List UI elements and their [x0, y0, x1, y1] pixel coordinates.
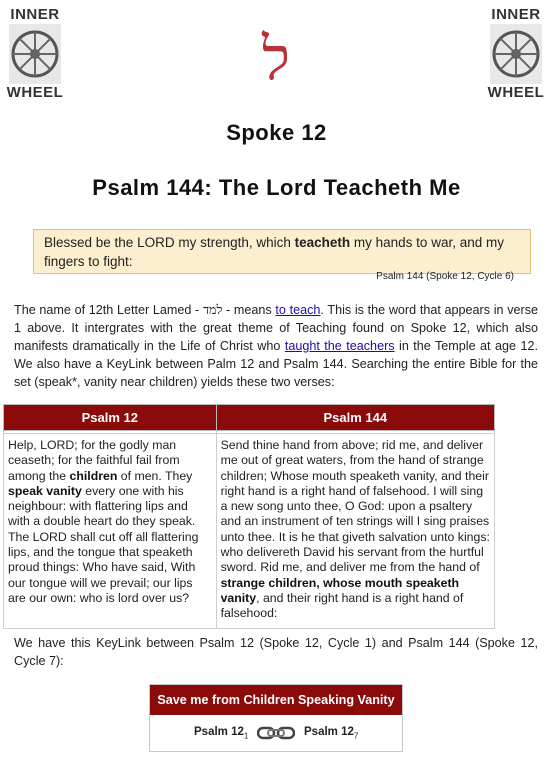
psalm-12-verse [4, 434, 217, 629]
logo-top-word: INNER [491, 6, 541, 23]
intro-text: - means [222, 303, 276, 317]
verse-text: , and their right hand is a right hand of falsehood: [220, 590, 464, 621]
keylink-right-psalm [304, 726, 358, 740]
intro-paragraph [14, 301, 538, 391]
hebrew-letter-lamed: ל [261, 24, 291, 94]
logo-bottom-word: WHEEL [487, 84, 545, 101]
logo-top-word: INNER [10, 6, 60, 23]
inner-wheel-logo-left [3, 4, 67, 106]
chain-link-icon [257, 726, 295, 740]
keylink-left-label: Psalm 12 [194, 726, 244, 738]
table-header-psalm-12: Psalm 12 [4, 405, 217, 431]
table-header-psalm-144: Psalm 144 [216, 405, 494, 431]
verse-text: Send thine hand from above; rid me, and deliver me out of great waters, from the hand of strange children; Whose mouth speaketh vanity, and their right hand is a right hand of falsehood. I will sing a new song unto thee, O God: upon a psaltery and an instrument of ten strings will I sing praises unto thee. It is he that giveth salvation unto kings: who delivereth David his servant from the hurtful sword. Rid me, and deliver me from the hand of [220, 438, 490, 575]
keylink-right-label: Psalm 12 [304, 726, 354, 738]
verse-bold: children [69, 468, 118, 483]
wheel-icon [9, 24, 61, 84]
quote-reference: Psalm 144 (Spoke 12, Cycle 6) [376, 271, 514, 282]
keylink-left-cycle: 1 [243, 731, 249, 741]
keylink-right-cycle: 7 [353, 731, 359, 741]
verse-bold: speak vanity [8, 483, 82, 498]
intro-text: The name of 12th Letter Lamed - [14, 303, 203, 317]
to-teach-link[interactable]: to teach [275, 303, 321, 317]
wheel-icon [490, 24, 542, 84]
keylink-header: Save me from Children Speaking Vanity [150, 685, 402, 715]
quote-box [33, 229, 531, 274]
quote-text: Blessed be the LORD my strength, which [44, 235, 295, 250]
verse-text: every one with his neighbour: with flattering lips and with a double heart do they speak. The LORD shall cut off all flattering lips, and the tongue that speaketh proud things: Who have said, With our tongue will we prevail; our lips are our own: who is lord over us? [8, 483, 199, 605]
quote-text-end: my hands to war, and my fingers to fight: [44, 235, 504, 269]
intro-text: in the Temple at age 12. We also have a KeyLink between Palm 12 and Psalm 144. Searching the entire Bible for the set (speak*, vanity near children) yields these two verses: [14, 339, 538, 389]
keylink-intro: We have this KeyLink between Psalm 12 (Spoke 12, Cycle 1) and Psalm 144 (Spoke 12, Cycle 7): [14, 636, 538, 668]
verse-text: of men. They [117, 468, 193, 483]
quote-bold-word: teacheth [294, 235, 351, 250]
inner-wheel-logo-right [484, 4, 548, 106]
intro-hebrew-word: למד [202, 302, 223, 317]
psalm-title: Psalm 144: The Lord Teacheth Me [92, 175, 461, 200]
verse-text: Help, LORD; for the godly man ceaseth; for the faithful fail from among the [8, 438, 180, 483]
keylink-body [150, 715, 402, 751]
verse-bold: strange children, whose mouth speaketh vanity [220, 575, 460, 605]
spoke-title: Spoke 12 [226, 120, 327, 145]
keylink-box [149, 684, 403, 752]
taught-the-teachers-link[interactable]: taught the teachers [284, 339, 395, 353]
psalm-144-verse [216, 434, 494, 629]
intro-text: . This is the word that appears in verse 1 above. It intergrates with the great theme of Teaching found on Spoke 12, which also manifests dramatically in the Life of Christ who [14, 303, 538, 353]
logo-bottom-word: WHEEL [6, 84, 64, 101]
verse-comparison-table [3, 404, 495, 629]
keylink-left-psalm [194, 726, 248, 740]
